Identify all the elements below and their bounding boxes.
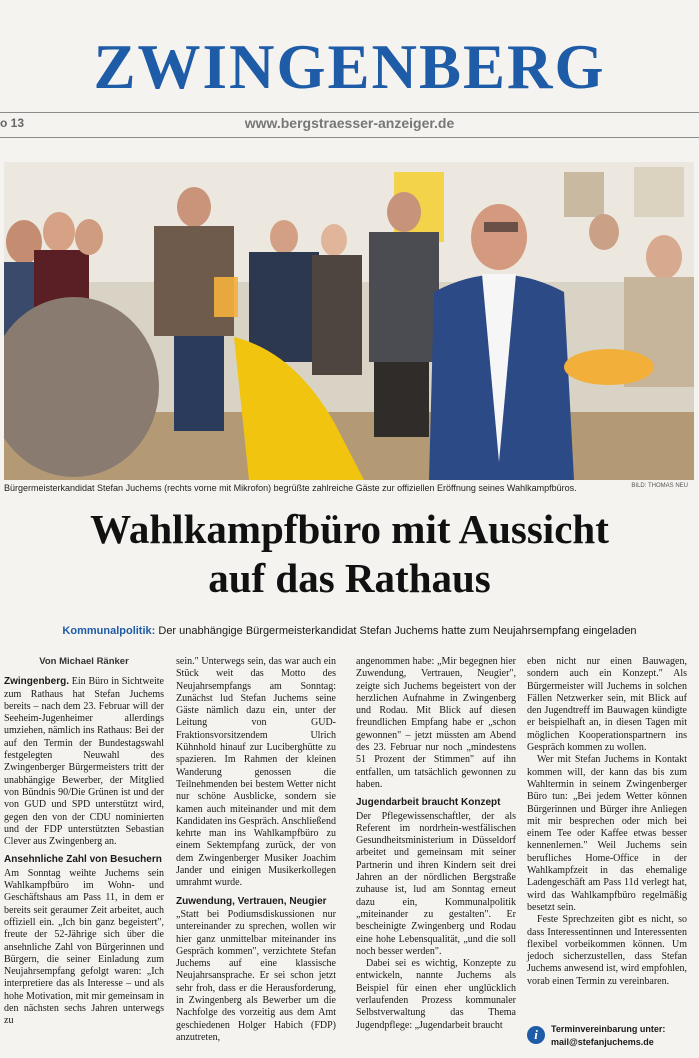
page-bar (0, 112, 699, 138)
paragraph: Am Sonntag weihte Juchems sein Wahlkampfbüro im Wohn- und Geschäftshaus am Pass 11, in dem er bereits seit geraumer Zeit arbeitet, auch offiziell ein. „Ich bin ganz begeistert", freute der 52-Jährige sich über die ansehnliche Zahl von Bürgerinnen und Bürgern, die seiner Einladung zum Neujahrsempfang gefolgt waren: „Ich interpretiere das als Interesse – und als hohe Motivation, mit mir gemeinsam in den nächsten sechs Jahren unterwegs zu (4, 867, 164, 1027)
paragraph: Wer mit Stefan Juchems in Kontakt kommen will, der kann das bis zum Wahltermin in seinem Zwingenberger Büro tun: „Bei jedem Wetter können Bürgerinnen und Bürger ihre Anliegen mit mir besprechen oder mich bei einem Tee oder Kaffee etwas besser kennenlernen." Weil Juchems sein berufliches Home-Office in der Wahlkampfzeit in das ehemalige Ladengeschäft am Pass 11d verlegt hat, wird das Wahlkampfbüro regelmäßig besetzt sein. (527, 754, 687, 913)
paragraph: Feste Sprechzeiten gibt es nicht, so dass Interessentinnen und Interessenten flexibel vorbeikommen können. Um jedoch sicherzustellen, dass Stefan Juchems anwesend ist, wird empfohlen, vorab einen Termin zu vereinbaren. (527, 914, 687, 987)
headline-line-1: Wahlkampfbüro mit Aussicht (90, 506, 609, 552)
paragraph: sein." Unterwegs sein, das war auch ein Stück weit das Motto des Neujahrsempfangs am Sonntag: Zunächst lud Stefan Juchems seine Gäste nämlich dazu ein, unter der Leitung von GUD-Fraktionsvorsitzendem Ulrich Kühnhold hinauf zur Luciberghütte zu spazieren. Im Rahmen der kleinen Wanderung genossen die Teilnehmenden bei bestem Wetter nicht nur schöne Ausblicke, sondern sie kamen auch miteinander und mit dem Kandidaten ins Gespräch. Anschließend kehrte man ins Wahlkampfbüro zu einem Sektempfang zurück, der von dem Zwingenberger Musiker Joachim Jander und einigen Musikerkollegen umrahmt wurde. (176, 656, 336, 889)
column-2 (176, 656, 336, 1044)
newspaper-title: ZWINGENBERG (93, 32, 606, 102)
paragraph: Der Pflegewissenschaftler, der als Referent im nordrhein-westfälischen Gesundheitsministerium in Düsseldorf arbeitet und gemeinsam mit seiner Partnerin und ihren Kindern seit drei Jahren an der nördlichen Bergstraße zuhause ist, lud am Sonntag erneut dazu ein, Kommunalpolitik „miteinander zu gestalten". Er bescheinigte Zwingenberg und Rodau eine hohe Lebensqualität, „und die soll noch besser werden". (356, 810, 516, 957)
paragraph: Dabei sei es wichtig, Konzepte zu entwickeln, nannte Juchems als Beispiel für einen eher unglücklich verlaufenden Prozess kommunaler Selbstverwaltung das Thema Jugendpflege: „Jugendarbeit braucht (356, 958, 516, 1031)
kicker: Kommunalpolitik: (62, 625, 156, 637)
headline-line-2: auf das Rathaus (208, 555, 491, 601)
column-1 (4, 656, 164, 1028)
article-headline (0, 505, 699, 603)
article-subline (0, 625, 699, 637)
contact-email[interactable]: mail@stefanjuchems.de (551, 1037, 654, 1047)
author-byline: Von Michael Ränker (39, 656, 129, 667)
column-4 (527, 656, 687, 988)
subheading: Ansehnliche Zahl von Besuchern (4, 854, 162, 866)
page-number: o 13 (0, 116, 25, 130)
subheading: Jugendarbeit braucht Konzept (356, 797, 501, 809)
paragraph (4, 676, 164, 848)
paragraph-text: Ein Büro in Sichtweite zum Rathaus hat Stefan Juchems bereits – nach dem 23. Februar will der Seeheim-Jugenheimer allerdings umziehen, nämlich ins Rathaus: Bei der auf den Termin der Bundestagswahl festgelegten Neuwahl des Zwingenberger Bürgermeisters tritt der unabhängige Bewerber, der Mitglied von Bündnis 90/Die Grünen ist und der von GUD und SPD unterstützt wird, gegen den von der CDU nominierten und der FDP unterstützten Sebastian Clever aus Zwingenberg an. (4, 676, 164, 848)
photo-credit: BILD: THOMAS NEU (631, 483, 688, 489)
paragraph: „Statt bei Podiumsdiskussionen nur untereinander zu sprechen, wollen wir hier ganz unmittelbar miteinander ins Gespräch kommen", verzichtete Stefan Juchems auf eine klassische Neujahrsansprache. Er sei schon jetzt sehr froh, dass er die Herausforderung, in Zwingenberg als Bewerber um die Nachfolge des vorzeitig aus dem Amt geschiedenen Holger Habich (FDP) anzutreten, (176, 908, 336, 1043)
column-3 (356, 656, 516, 1032)
subline-text: Der unabhängige Bürgermeisterkandidat Stefan Juchems hatte zum Neujahrsempfang eingeladen (155, 625, 637, 637)
paragraph: angenommen habe: „Mir begegnen hier Zuwendung, Vertrauen, Neugier", zeigte sich Juchems begeistert von der herzlichen Aufnahme in Zwingenberg und Rodau. Mit Blick auf diesen freundlichen Empfang habe er „schon gewonnen" – jetzt müssten am Abend des 23. Februar nur noch „mindestens 51 Prozent der Stimmen" auf ihn entfallen, um tatsächlich gewonnen zu haben. (356, 656, 516, 790)
contact-info-box (527, 1022, 695, 1052)
subheading: Zuwendung, Vertrauen, Neugier (176, 895, 327, 907)
paragraph: eben nicht nur einen Bauwagen, sondern auch ein Konzept." Als Bürgermeister will Juchems in solchen Fällen Netzwerker sein, mit Blick auf den Jugendtreff im Bauwagen kündigte er beispielhaft an, in diesen Tagen mit möglichen Kooperationspartnern ins Gespräch kommen zu wollen. (527, 656, 687, 754)
photo-caption (4, 482, 694, 496)
caption-text: Bürgermeisterkandidat Stefan Juchems (rechts vorne mit Mikrofon) begrüßte zahlreiche Gäste zur offiziellen Eröffnung seines Wahlkampfbüros. (4, 483, 577, 493)
event-photo (4, 162, 694, 480)
contact-label: Terminvereinbarung unter: (551, 1024, 666, 1034)
masthead (0, 28, 699, 106)
dateline: Zwingenberg. (4, 676, 69, 688)
website-url: www.bergstraesser-anzeiger.de (244, 115, 455, 131)
info-icon: i (527, 1026, 545, 1044)
